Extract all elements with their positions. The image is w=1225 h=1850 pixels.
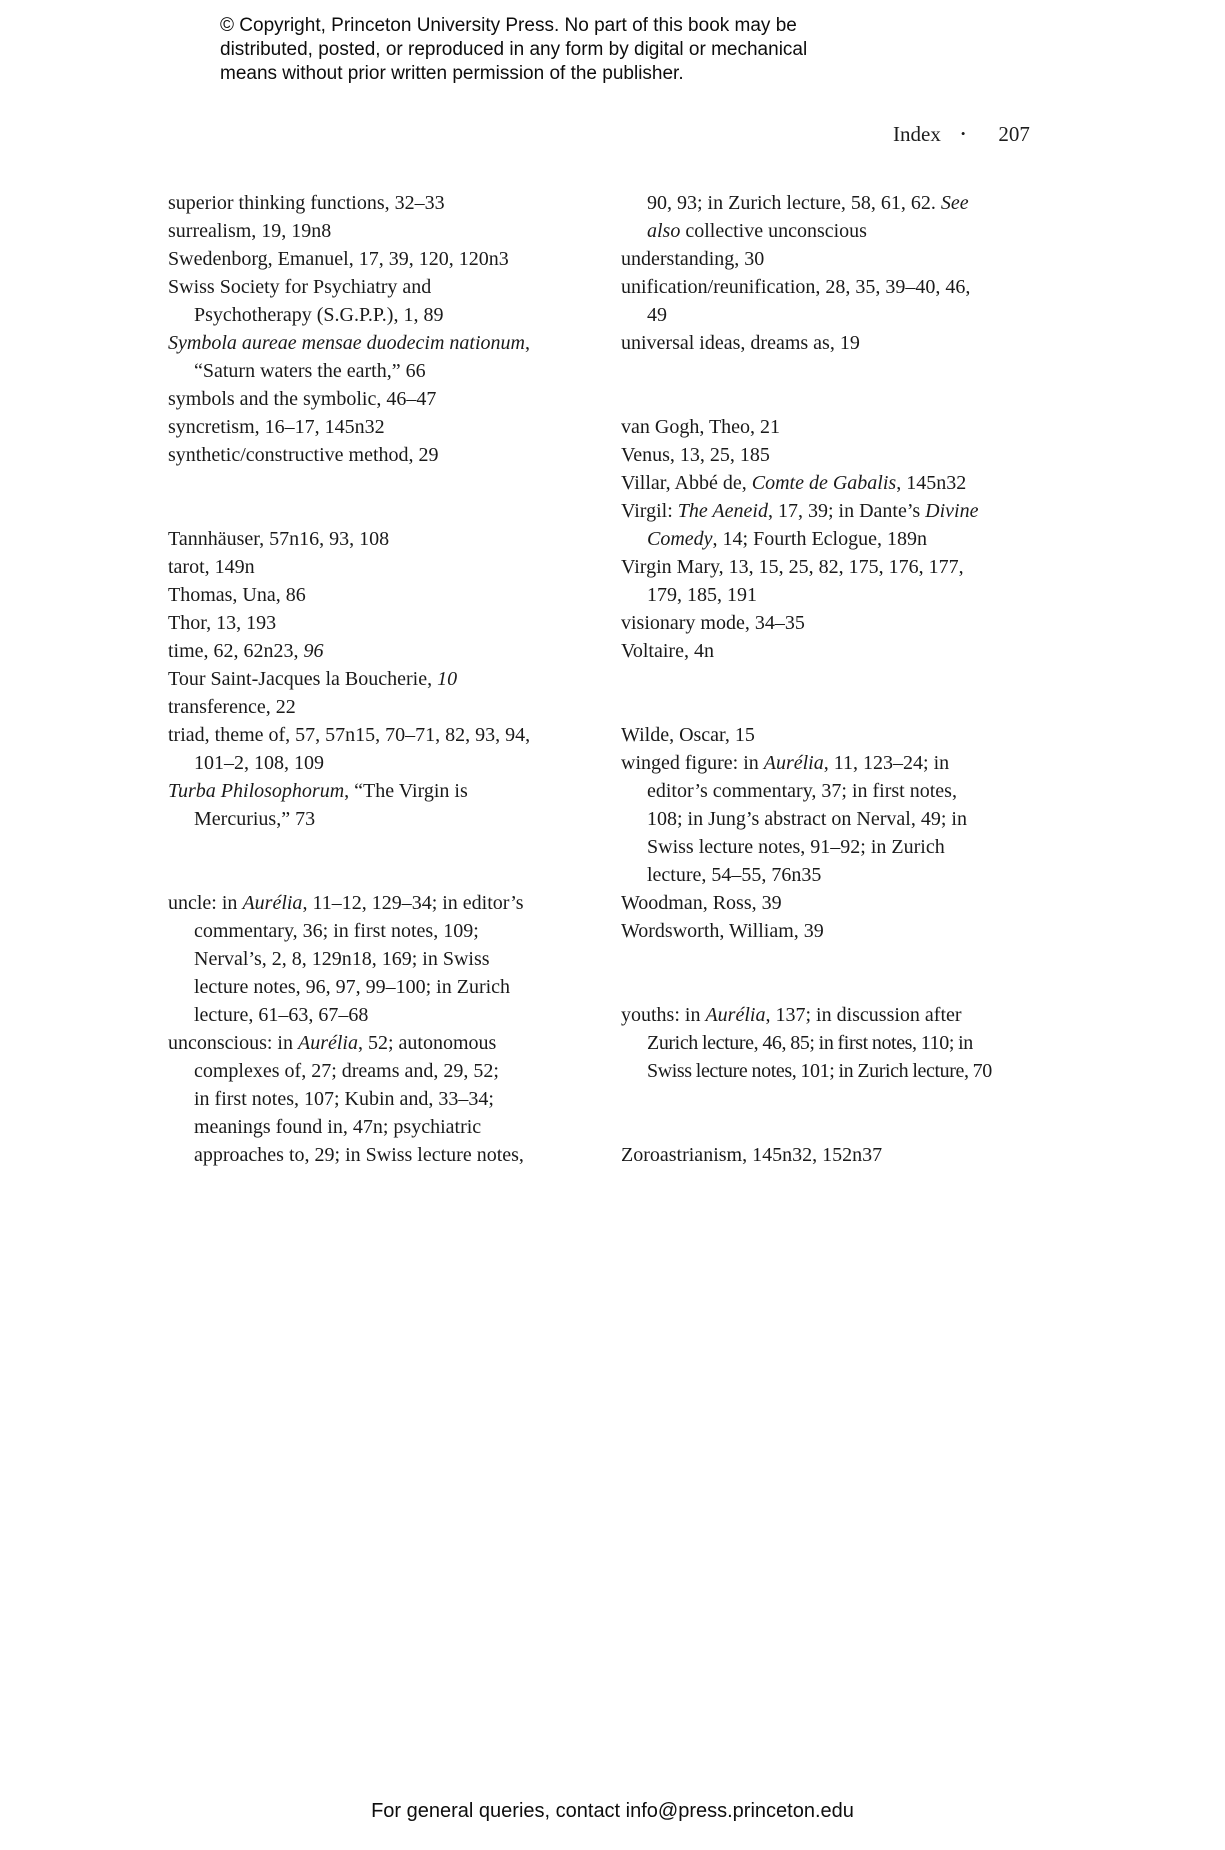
index-line: in first notes, 107; Kubin and, 33–34; (194, 1088, 494, 1110)
index-line: complexes of, 27; dreams and, 29, 52; (194, 1060, 499, 1082)
index-line: syncretism, 16–17, 145n32 (168, 416, 385, 438)
index-entry (621, 609, 1057, 637)
index-entry (621, 273, 1057, 329)
index-entry (621, 749, 1057, 889)
index-line: 90, 93; in Zurich lecture, 58, 61, 62. See (647, 192, 969, 214)
section-title: Index (893, 122, 941, 146)
index-line: lecture, 54–55, 76n35 (647, 864, 822, 886)
index-group (168, 889, 568, 1169)
index-entry (168, 413, 568, 441)
copyright-line: distributed, posted, or reproduced in any form by digital or mechanical (220, 39, 808, 60)
index-line: Nerval’s, 2, 8, 129n18, 169; in Swiss (194, 948, 490, 970)
index-entry (621, 413, 1057, 441)
index-entry (168, 273, 568, 329)
index-entry (168, 245, 568, 273)
index-entry (168, 777, 568, 833)
index-group (621, 1001, 1057, 1085)
copyright-notice (220, 14, 807, 86)
index-entry (168, 581, 568, 609)
index-entry (621, 553, 1057, 609)
index-entry (621, 469, 1057, 497)
index-entry (168, 609, 568, 637)
index-line: triad, theme of, 57, 57n15, 70–71, 82, 93, 94, (168, 724, 531, 746)
index-line: 179, 185, 191 (647, 584, 757, 606)
index-entry (168, 693, 568, 721)
index-entry (621, 329, 1057, 357)
index-line: “Saturn waters the earth,” 66 (194, 360, 426, 382)
index-line: lecture notes, 96, 97, 99–100; in Zurich (194, 976, 511, 998)
index-group (621, 1141, 1057, 1169)
index-line: Voltaire, 4n (621, 640, 714, 662)
page-header (893, 122, 1030, 147)
index-line: time, 62, 62n23, 96 (168, 640, 324, 662)
index-line: superior thinking functions, 32–33 (168, 192, 445, 214)
index-line: meanings found in, 47n; psychiatric (194, 1116, 482, 1138)
index-entry (168, 189, 568, 217)
index-line: unconscious: in Aurélia, 52; autonomous (168, 1032, 497, 1054)
index-line: unification/reunification, 28, 35, 39–40, 46, (621, 276, 971, 298)
index-line: Woodman, Ross, 39 (621, 892, 782, 914)
index-line: also collective unconscious (647, 220, 867, 242)
index-entry (168, 889, 568, 1029)
index-line: Swedenborg, Emanuel, 17, 39, 120, 120n3 (168, 248, 509, 270)
index-line: Swiss Society for Psychiatry and (168, 276, 432, 298)
index-line: Zurich lecture, 46, 85; in first notes, 110; in (647, 1032, 973, 1054)
index-line: Swiss lecture notes, 91–92; in Zurich (647, 836, 945, 858)
index-entry (168, 441, 568, 469)
index-line: Venus, 13, 25, 185 (621, 444, 770, 466)
index-line: Thor, 13, 193 (168, 612, 277, 634)
index-line: youths: in Aurélia, 137; in discussion after (621, 1004, 962, 1026)
index-line: Villar, Abbé de, Comte de Gabalis, 145n32 (621, 472, 967, 494)
index-line: universal ideas, dreams as, 19 (621, 332, 860, 354)
index-line: winged figure: in Aurélia, 11, 123–24; in (621, 752, 950, 774)
index-line: visionary mode, 34–35 (621, 612, 805, 634)
copyright-line: © Copyright, Princeton University Press. No part of this book may be (220, 15, 797, 36)
index-line: Symbola aureae mensae duodecim nationum, (168, 332, 530, 354)
index-line: understanding, 30 (621, 248, 765, 270)
index-line: Turba Philosophorum, “The Virgin is (168, 780, 468, 802)
index-line: van Gogh, Theo, 21 (621, 416, 781, 438)
index-entry (621, 721, 1057, 749)
index-line: Wilde, Oscar, 15 (621, 724, 755, 746)
index-line: lecture, 61–63, 67–68 (194, 1004, 369, 1026)
index-entry (168, 665, 568, 693)
index-entry (168, 553, 568, 581)
index-line: Mercurius,” 73 (194, 808, 316, 830)
index-group (621, 189, 1057, 357)
index-line: approaches to, 29; in Swiss lecture notes, (194, 1144, 524, 1166)
index-line: Wordsworth, William, 39 (621, 920, 824, 942)
index-entry (621, 1141, 1057, 1169)
index-group (621, 721, 1057, 945)
bullet-separator: • (960, 126, 966, 141)
index-line: uncle: in Aurélia, 11–12, 129–34; in editor’s (168, 892, 524, 914)
index-entry (621, 917, 1057, 945)
index-line: Tannhäuser, 57n16, 93, 108 (168, 528, 390, 550)
index-line: editor’s commentary, 37; in first notes, (647, 780, 957, 802)
index-entry (621, 497, 1057, 553)
index-line: tarot, 149n (168, 556, 255, 578)
index-line: synthetic/constructive method, 29 (168, 444, 439, 466)
index-line: transference, 22 (168, 696, 296, 718)
index-entry (621, 1001, 1057, 1085)
page-number: 207 (998, 122, 1030, 146)
index-line: Virgin Mary, 13, 15, 25, 82, 175, 176, 177, (621, 556, 964, 578)
index-line: Zoroastrianism, 145n32, 152n37 (621, 1144, 883, 1166)
index-line: 49 (647, 304, 667, 326)
index-line: Psychotherapy (S.G.P.P.), 1, 89 (194, 304, 444, 326)
index-entry (168, 721, 568, 777)
index-line: Comedy, 14; Fourth Eclogue, 189n (647, 528, 927, 550)
index-entry (621, 637, 1057, 665)
index-entry (621, 441, 1057, 469)
index-entry (168, 525, 568, 553)
index-line: symbols and the symbolic, 46–47 (168, 388, 437, 410)
index-entry (168, 329, 568, 385)
index-entry (621, 189, 1057, 245)
index-group (168, 189, 568, 469)
index-line: Swiss lecture notes, 101; in Zurich lecture, 70 (647, 1060, 992, 1082)
index-left-column (168, 189, 568, 1169)
footer-contact-line: For general queries, contact info@press.princeton.edu (371, 1800, 854, 1822)
index-group (621, 413, 1057, 665)
index-entry (168, 637, 568, 665)
index-line: surrealism, 19, 19n8 (168, 220, 332, 242)
index-line: 108; in Jung’s abstract on Nerval, 49; in (647, 808, 967, 830)
index-line: Virgil: The Aeneid, 17, 39; in Dante’s Divine (621, 500, 979, 522)
index-group (168, 525, 568, 833)
index-entry (621, 889, 1057, 917)
index-line: 101–2, 108, 109 (194, 752, 324, 774)
index-line: Tour Saint-Jacques la Boucherie, 10 (168, 668, 458, 690)
index-entry (168, 1029, 568, 1169)
index-right-column (621, 189, 1057, 1169)
index-line: commentary, 36; in first notes, 109; (194, 920, 479, 942)
copyright-line: means without prior written permission of the publisher. (220, 63, 684, 84)
index-entry (168, 385, 568, 413)
index-line: Thomas, Una, 86 (168, 584, 306, 606)
index-entry (168, 217, 568, 245)
index-entry (621, 245, 1057, 273)
